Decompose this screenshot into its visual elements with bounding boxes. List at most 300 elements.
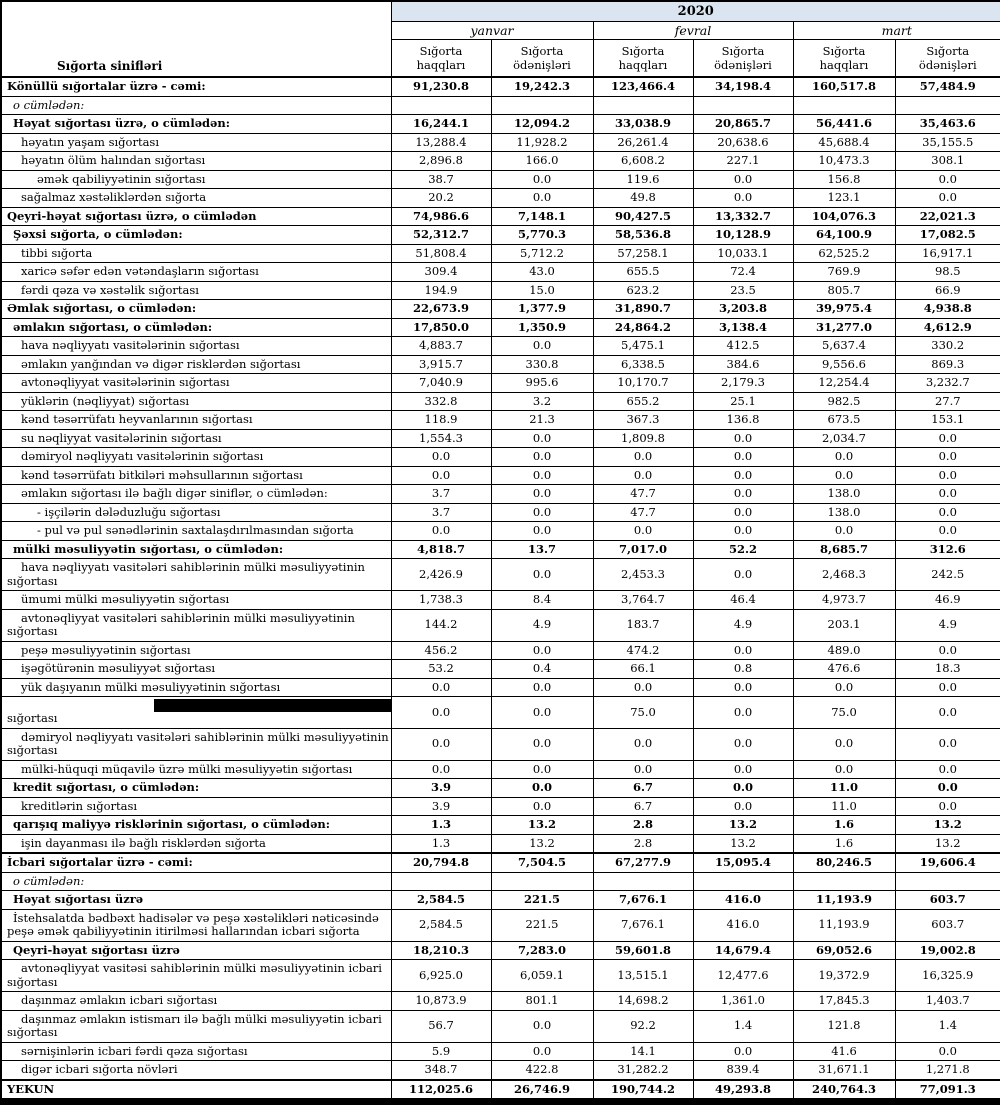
value-cell: 9,556.6 [793, 355, 895, 374]
value-cell: 0.0 [593, 466, 693, 485]
row-label-line: İstehsalatda bədbəxt hadisələr və peşə xəstəlikləri nəticəsində [13, 911, 379, 925]
value-cell: 7,148.1 [491, 207, 593, 226]
table-row [1, 728, 1000, 760]
row-label-line: mülki-hüquqi müqavilə üzrə mülki məsuliyyətin sığortası [21, 762, 353, 776]
value-cell: 7,676.1 [593, 891, 693, 910]
value-cell: 308.1 [895, 152, 1000, 171]
value-cell: 14.1 [593, 1042, 693, 1061]
row-label [1, 355, 391, 374]
row-label-line: Qeyri-həyat sığortası üzrə, o cümlədən [7, 209, 257, 223]
value-cell: 58,536.8 [593, 226, 693, 245]
table-row [1, 522, 1000, 541]
value-cell: 1.3 [391, 834, 491, 853]
value-cell: 57,258.1 [593, 244, 693, 263]
value-cell: 6,338.5 [593, 355, 693, 374]
value-cell: 20,638.6 [693, 133, 793, 152]
value-cell: 24,864.2 [593, 318, 693, 337]
value-cell: 0.0 [491, 779, 593, 798]
row-label [1, 189, 391, 208]
table-row [1, 697, 1000, 729]
table-row [1, 226, 1000, 245]
row-label [1, 941, 391, 960]
row-label-line: işin dayanması ilə bağlı risklərdən sığorta [21, 836, 266, 850]
value-cell: 1.4 [693, 1010, 793, 1042]
row-label [1, 1080, 391, 1102]
table-row [1, 189, 1000, 208]
premiums-header-mart: Sığorta haqqları [793, 39, 895, 77]
row-label-line: Əmlak sığortası, o cümlədən: [7, 302, 197, 315]
row-label-line: İcbari sığortalar üzrə - cəmi: [7, 856, 193, 869]
value-cell: 194.9 [391, 281, 491, 300]
value-cell: 19,002.8 [895, 941, 1000, 960]
value-cell: 0.0 [391, 678, 491, 697]
row-label [1, 760, 391, 779]
value-cell: 12,094.2 [491, 115, 593, 134]
value-cell: 138.0 [793, 503, 895, 522]
row-label-line: sığortası [7, 1026, 58, 1039]
row-label-line: kənd təsərrüfatı bitkiləri məhsullarının sığortası [21, 468, 303, 482]
value-cell: 4,938.8 [895, 300, 1000, 319]
value-cell [391, 872, 491, 891]
value-cell: 123,466.4 [593, 77, 693, 96]
value-cell: 7,017.0 [593, 540, 693, 559]
value-cell: 16,244.1 [391, 115, 491, 134]
value-cell: 869.3 [895, 355, 1000, 374]
value-cell: 0.0 [391, 697, 491, 729]
value-cell: 75.0 [593, 697, 693, 729]
value-cell: 52.2 [693, 540, 793, 559]
value-cell: 121.8 [793, 1010, 895, 1042]
value-cell: 0.0 [491, 1010, 593, 1042]
value-cell: 92.2 [593, 1010, 693, 1042]
row-label [1, 591, 391, 610]
value-cell: 6,059.1 [491, 960, 593, 992]
row-label-line: digər icbari sığorta növləri [21, 1063, 178, 1076]
value-cell: 330.2 [895, 337, 1000, 356]
value-cell: 64,100.9 [793, 226, 895, 245]
value-cell: 14,698.2 [593, 992, 693, 1011]
value-cell: 1,271.8 [895, 1061, 1000, 1080]
value-cell: 655.2 [593, 392, 693, 411]
row-label [1, 448, 391, 467]
value-cell: 2.8 [593, 834, 693, 853]
row-label-line: o cümlədən: [13, 874, 85, 888]
value-cell: 7,504.5 [491, 853, 593, 872]
value-cell: 0.0 [895, 697, 1000, 729]
table-row [1, 816, 1000, 835]
value-cell: 13.2 [895, 816, 1000, 835]
value-cell: 0.0 [693, 429, 793, 448]
value-cell: 98.5 [895, 263, 1000, 282]
value-cell: 16,917.1 [895, 244, 1000, 263]
value-cell: 0.0 [391, 728, 491, 760]
value-cell: 4,973.7 [793, 591, 895, 610]
row-label-line: dəmiryol nəqliyyatı vasitələri sahiblərinin mülki məsuliyyətinin [21, 730, 389, 744]
value-cell: 0.0 [793, 448, 895, 467]
row-label-line: sərnişinlərin icbari fərdi qəza sığortası [21, 1044, 248, 1058]
value-cell: 31,277.0 [793, 318, 895, 337]
table-row [1, 609, 1000, 641]
value-cell: 0.0 [491, 559, 593, 591]
table-row [1, 115, 1000, 134]
value-cell: 1.6 [793, 816, 895, 835]
row-label-line: həyatın yaşam sığortası [21, 135, 160, 149]
value-cell: 11.0 [793, 797, 895, 816]
value-cell: 995.6 [491, 374, 593, 393]
value-cell: 2,453.3 [593, 559, 693, 591]
table-row [1, 853, 1000, 872]
row-label-line: o cümlədən: [13, 98, 85, 112]
table-row [1, 337, 1000, 356]
value-cell: 160,517.8 [793, 77, 895, 96]
row-label-line: daşınmaz əmlakın istismarı ilə bağlı mülki məsuliyyətin icbari [21, 1012, 382, 1026]
value-cell: 367.3 [593, 411, 693, 430]
redaction-bar [154, 699, 392, 712]
value-cell: 17,850.0 [391, 318, 491, 337]
value-cell: 11,193.9 [793, 909, 895, 941]
row-label-line: hava nəqliyyatı vasitələri sahiblərinin mülki məsuliyyətinin [21, 561, 365, 574]
value-cell: 0.0 [895, 170, 1000, 189]
value-cell: 38.7 [391, 170, 491, 189]
value-cell: 25.1 [693, 392, 793, 411]
value-cell: 90,427.5 [593, 207, 693, 226]
table-row [1, 779, 1000, 798]
table-row [1, 1080, 1000, 1102]
value-cell [391, 96, 491, 115]
value-cell: 11,928.2 [491, 133, 593, 152]
value-cell: 43.0 [491, 263, 593, 282]
value-cell: 153.1 [895, 411, 1000, 430]
value-cell: 221.5 [491, 909, 593, 941]
value-cell: 0.0 [895, 503, 1000, 522]
row-label [1, 115, 391, 134]
value-cell: 67,277.9 [593, 853, 693, 872]
value-cell: 1.6 [793, 834, 895, 853]
row-label [1, 834, 391, 853]
value-cell: 0.0 [793, 522, 895, 541]
row-label-line: YEKUN [7, 1082, 55, 1096]
value-cell: 673.5 [793, 411, 895, 430]
value-cell: 0.0 [693, 641, 793, 660]
value-cell: 384.6 [693, 355, 793, 374]
row-label-line: dəmiryol nəqliyyatı vasitələrinin sığortası [21, 450, 264, 463]
value-cell: 3.9 [391, 797, 491, 816]
value-cell: 35,463.6 [895, 115, 1000, 134]
table-row [1, 485, 1000, 504]
table-row [1, 374, 1000, 393]
value-cell: 0.0 [491, 337, 593, 356]
table-row [1, 466, 1000, 485]
table-body [1, 77, 1000, 1102]
value-cell: 332.8 [391, 392, 491, 411]
value-cell: 41.6 [793, 1042, 895, 1061]
row-label-line: peşə məsuliyyətinin sığortası [21, 643, 191, 657]
table-row [1, 152, 1000, 171]
value-cell: 422.8 [491, 1061, 593, 1080]
row-label-line: sığortası [7, 625, 58, 638]
value-cell: 0.0 [491, 522, 593, 541]
value-cell: 49,293.8 [693, 1080, 793, 1102]
row-label [1, 411, 391, 430]
row-label-line: Qeyri-həyat sığortası üzrə [13, 943, 180, 957]
row-label [1, 779, 391, 798]
value-cell: 0.0 [491, 170, 593, 189]
table-row [1, 678, 1000, 697]
value-cell: 0.0 [895, 485, 1000, 504]
value-cell: 0.0 [693, 466, 793, 485]
table-row [1, 591, 1000, 610]
row-label-line: kreditlərin sığortası [21, 799, 138, 813]
row-label [1, 152, 391, 171]
value-cell: 476.6 [793, 660, 895, 679]
value-cell: 3,232.7 [895, 374, 1000, 393]
value-cell: 0.4 [491, 660, 593, 679]
value-cell: 0.0 [491, 503, 593, 522]
row-label-line: - pul və pul sənədlərinin saxtalaşdırılmasından sığorta [37, 524, 354, 537]
value-cell: 46.4 [693, 591, 793, 610]
value-cell: 0.0 [491, 429, 593, 448]
value-cell: 8,685.7 [793, 540, 895, 559]
value-cell: 10,128.9 [693, 226, 793, 245]
value-cell: 19,372.9 [793, 960, 895, 992]
value-cell: 21.3 [491, 411, 593, 430]
value-cell: 3.2 [491, 392, 593, 411]
value-cell: 0.0 [693, 559, 793, 591]
value-cell: 0.0 [491, 1042, 593, 1061]
value-cell: 4.9 [693, 609, 793, 641]
row-label-line: sığortası [7, 712, 58, 725]
value-cell: 27.7 [895, 392, 1000, 411]
value-cell: 2,426.9 [391, 559, 491, 591]
table-row [1, 281, 1000, 300]
row-label [1, 392, 391, 411]
table-row [1, 797, 1000, 816]
value-cell: 39,975.4 [793, 300, 895, 319]
value-cell: 13.2 [693, 834, 793, 853]
table-row [1, 540, 1000, 559]
value-cell: 0.0 [693, 170, 793, 189]
value-cell: 5,637.4 [793, 337, 895, 356]
value-cell: 0.0 [793, 760, 895, 779]
value-cell: 203.1 [793, 609, 895, 641]
value-cell: 12,254.4 [793, 374, 895, 393]
value-cell: 20,865.7 [693, 115, 793, 134]
value-cell: 348.7 [391, 1061, 491, 1080]
row-label [1, 697, 391, 729]
row-label-line: xaricə səfər edən vətəndaşların sığortası [21, 265, 259, 278]
row-label-line: sığortası [7, 744, 58, 757]
row-label [1, 263, 391, 282]
classes-column-header: Sığorta sinifləri [1, 1, 391, 77]
value-cell: 26,261.4 [593, 133, 693, 152]
value-cell: 23.5 [693, 281, 793, 300]
value-cell: 0.0 [593, 448, 693, 467]
row-label-line: kredit sığortası, o cümlədən: [13, 781, 200, 794]
value-cell: 26,746.9 [491, 1080, 593, 1102]
table-row [1, 263, 1000, 282]
value-cell: 1,809.8 [593, 429, 693, 448]
value-cell: 3,138.4 [693, 318, 793, 337]
value-cell: 13,515.1 [593, 960, 693, 992]
value-cell: 13.2 [693, 816, 793, 835]
value-cell: 1,350.9 [491, 318, 593, 337]
value-cell: 80,246.5 [793, 853, 895, 872]
row-label [1, 374, 391, 393]
row-label-line: ümumi mülki məsuliyyətin sığortası [21, 593, 230, 606]
value-cell: 91,230.8 [391, 77, 491, 96]
value-cell: 0.0 [693, 448, 793, 467]
value-cell: 474.2 [593, 641, 693, 660]
value-cell: 119.6 [593, 170, 693, 189]
value-cell: 4.9 [491, 609, 593, 641]
value-cell: 0.0 [693, 1042, 793, 1061]
value-cell [895, 96, 1000, 115]
month-header-mart: mart [793, 21, 1000, 39]
value-cell: 0.0 [895, 728, 1000, 760]
table-row [1, 660, 1000, 679]
value-cell: 13.2 [895, 834, 1000, 853]
value-cell: 62,525.2 [793, 244, 895, 263]
row-label [1, 522, 391, 541]
table-row [1, 300, 1000, 319]
value-cell: 2,896.8 [391, 152, 491, 171]
row-label [1, 77, 391, 96]
value-cell: 309.4 [391, 263, 491, 282]
value-cell: 57,484.9 [895, 77, 1000, 96]
row-label-line: yüklərin (nəqliyyat) sığortası [21, 394, 190, 408]
value-cell: 4.9 [895, 609, 1000, 641]
row-label [1, 1010, 391, 1042]
value-cell: 312.6 [895, 540, 1000, 559]
row-label [1, 281, 391, 300]
value-cell: 0.0 [693, 678, 793, 697]
row-label [1, 318, 391, 337]
value-cell: 2.8 [593, 816, 693, 835]
row-label-line: peşə əmək qabiliyyətinin itirilməsi hallarından icbari sığorta [7, 925, 360, 938]
row-label-line: qarışıq maliyyə risklərinin sığortası, o cümlədən: [13, 818, 331, 831]
value-cell: 66.9 [895, 281, 1000, 300]
value-cell: 18.3 [895, 660, 1000, 679]
value-cell: 7,676.1 [593, 909, 693, 941]
row-label [1, 992, 391, 1011]
value-cell: 166.0 [491, 152, 593, 171]
value-cell [693, 872, 793, 891]
value-cell: 10,473.3 [793, 152, 895, 171]
value-cell: 2,034.7 [793, 429, 895, 448]
premiums-header-fevral: Sığorta haqqları [593, 39, 693, 77]
row-label [1, 207, 391, 226]
value-cell: 0.0 [793, 466, 895, 485]
value-cell [593, 96, 693, 115]
value-cell: 49.8 [593, 189, 693, 208]
value-cell: 0.0 [491, 728, 593, 760]
value-cell [593, 872, 693, 891]
value-cell: 31,671.1 [793, 1061, 895, 1080]
value-cell [693, 96, 793, 115]
row-label [1, 96, 391, 115]
value-cell [895, 872, 1000, 891]
month-header-fevral: fevral [593, 21, 793, 39]
row-label-line: avtonəqliyyat vasitələrinin sığortası [21, 376, 230, 389]
table-row [1, 941, 1000, 960]
value-cell: 0.0 [693, 697, 793, 729]
value-cell: 12,477.6 [693, 960, 793, 992]
row-label-line: kənd təsərrüfatı heyvanlarının sığortası [21, 413, 253, 426]
value-cell: 56,441.6 [793, 115, 895, 134]
value-cell: 242.5 [895, 559, 1000, 591]
value-cell: 15,095.4 [693, 853, 793, 872]
value-cell: 0.0 [491, 189, 593, 208]
row-label-line: həyatın ölüm halından sığortası [21, 154, 206, 167]
value-cell: 839.4 [693, 1061, 793, 1080]
value-cell: 4,612.9 [895, 318, 1000, 337]
table-row [1, 559, 1000, 591]
value-cell: 11,193.9 [793, 891, 895, 910]
value-cell: 10,873.9 [391, 992, 491, 1011]
value-cell: 227.1 [693, 152, 793, 171]
value-cell: 4,818.7 [391, 540, 491, 559]
value-cell: 4,883.7 [391, 337, 491, 356]
value-cell: 0.0 [593, 760, 693, 779]
value-cell: 5,712.2 [491, 244, 593, 263]
value-cell: 0.0 [693, 779, 793, 798]
value-cell: 3,203.8 [693, 300, 793, 319]
table-row [1, 411, 1000, 430]
value-cell [491, 96, 593, 115]
value-cell: 17,845.3 [793, 992, 895, 1011]
value-cell: 138.0 [793, 485, 895, 504]
payments-header-yanvar: Sığorta ödənişləri [491, 39, 593, 77]
row-label [1, 503, 391, 522]
value-cell: 0.8 [693, 660, 793, 679]
value-cell: 74,986.6 [391, 207, 491, 226]
value-cell: 8.4 [491, 591, 593, 610]
value-cell: 412.5 [693, 337, 793, 356]
value-cell: 51,808.4 [391, 244, 491, 263]
value-cell: 22,673.9 [391, 300, 491, 319]
row-label-line: işəgötürənin məsuliyyət sığortası [21, 662, 216, 675]
value-cell: 240,764.3 [793, 1080, 895, 1102]
value-cell: 17,082.5 [895, 226, 1000, 245]
row-label-line: - işçilərin dələduzluğu sığortası [37, 505, 221, 519]
value-cell: 16,325.9 [895, 960, 1000, 992]
value-cell: 31,890.7 [593, 300, 693, 319]
value-cell: 3.9 [391, 779, 491, 798]
value-cell: 3.7 [391, 503, 491, 522]
row-label [1, 170, 391, 189]
table-row [1, 872, 1000, 891]
value-cell: 330.8 [491, 355, 593, 374]
value-cell: 0.0 [491, 797, 593, 816]
row-label [1, 797, 391, 816]
value-cell: 982.5 [793, 392, 895, 411]
year-header-row [1, 1, 1000, 21]
table-row [1, 503, 1000, 522]
row-label [1, 540, 391, 559]
row-label [1, 641, 391, 660]
value-cell: 66.1 [593, 660, 693, 679]
row-label-line: Həyat sığortası üzrə [13, 893, 144, 906]
payments-header-mart: Sığorta ödənişləri [895, 39, 1000, 77]
value-cell: 1,377.9 [491, 300, 593, 319]
row-label [1, 485, 391, 504]
value-cell: 1.3 [391, 816, 491, 835]
value-cell: 0.0 [593, 522, 693, 541]
table-row [1, 429, 1000, 448]
value-cell: 655.5 [593, 263, 693, 282]
row-label [1, 853, 391, 872]
value-cell: 7,040.9 [391, 374, 491, 393]
